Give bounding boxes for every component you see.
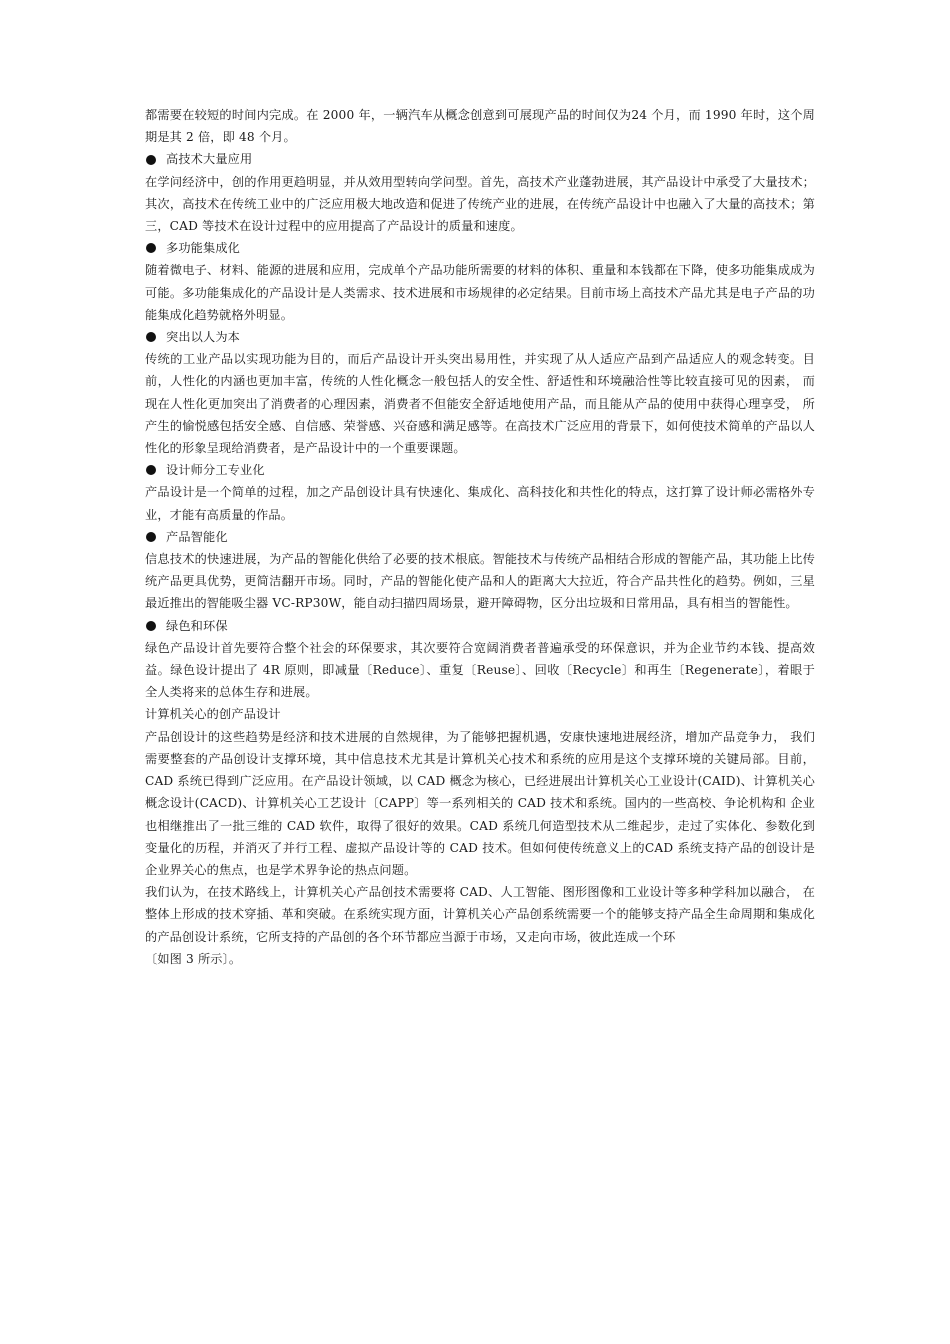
cad-paragraph-1: 产品创设计的这些趋势是经济和技术进展的自然规律，为了能够把握机遇，安康快速地进展经济，增加产品竞争力， 我们需要整套的产品创设计支撑环境，其中信息技术尤其是计算机关心技术和系统的应用是这个支撑环境的关键局部。目前，CAD 系统已得到广泛应用。在产品设计领域，以 CAD 概念为核心，已经进展出计算机关心工业设计(CAID)、计算机关心概念设计(CACD)、计算机关心工艺设计〔CAPP〕等一系列相关的 CAD 技术和系统。国内的一些高校、争论机构和 企业也相继推出了一批三维的 CAD 软件，取得了很好的效果。CAD 系统几何造型技术从二维起步，走过了实体化、参数化到变量化的历程，并消灭了并行工程、虚拟产品设计等的 CAD 技术。但如何使传统意义上的CAD 系统支持产品的创设计是企业界关心的焦点，也是学术界争论的热点问题。 <box>145 729 815 877</box>
green-paragraph: 绿色产品设计首先要符合整个社会的环保要求，其次要符合宽阔消费者普遍承受的环保意识，并为企业节约本钱、提高效益。绿色设计提出了 4R 原则，即减量〔Reduce〕、重复〔Reuse〕、回收〔Recycle〕和再生〔Regenerate〕，着眼于全人类将来的总体生存和进展。 <box>145 640 815 700</box>
smart-paragraph: 信息技术的快速进展，为产品的智能化供给了必要的技术根底。智能技术与传统产品相结合形成的智能产品，其功能上比传统产品更具优势，更简洁翻开市场。同时，产品的智能化使产品和人的距离大大拉近，符合产品共性化的趋势。例如，三星最近推出的智能吸尘器 VC-RP30W，能自动扫描四周场景，避开障碍物，区分出垃圾和日常用品，具有相当的智能性。 <box>145 552 815 611</box>
bullet-dot-icon <box>146 532 156 542</box>
designer-paragraph: 产品设计是一个简单的过程，加之产品创设计具有快速化、集成化、高科技化和共性化的特点，这打算了设计师必需格外专业，才能有高质量的作品。 <box>145 485 815 522</box>
bullet-hightech <box>145 148 815 170</box>
document-page <box>145 104 815 970</box>
bullet-heading: 突出以人为本 <box>166 330 241 345</box>
bullet-dot-icon <box>146 155 156 165</box>
bullet-multifunction <box>145 237 815 259</box>
bullet-dot-icon <box>146 332 156 342</box>
bullet-designer <box>145 459 815 481</box>
bullet-smart <box>145 526 815 548</box>
bullet-dot-icon <box>146 621 156 631</box>
bullet-human <box>145 326 815 348</box>
bullet-dot-icon <box>146 243 156 253</box>
bullet-green <box>145 615 815 637</box>
figure-reference: 〔如图 3 所示〕。 <box>145 951 242 966</box>
bullet-dot-icon <box>146 465 156 475</box>
hightech-paragraph: 在学问经济中，创的作用更趋明显，并从效用型转向学问型。首先，高技术产业蓬勃进展，其产品设计中承受了大量技术；其次，高技术在传统工业中的广泛应用极大地改造和促进了传统产业的进展，在传统产品设计中也融入了大量的高技术；第三，CAD 等技术在设计过程中的应用提高了产品设计的质量和速度。 <box>145 174 815 234</box>
section-title: 计算机关心的创产品设计 <box>145 707 281 722</box>
intro-paragraph: 都需要在较短的时间内完成。在 2000 年，一辆汽车从概念创意到可展现产品的时间仅为24 个月，而 1990 年时，这个周期是其 2 倍，即 48 个月。 <box>145 108 815 145</box>
bullet-heading: 产品智能化 <box>166 529 228 544</box>
bullet-heading: 设计师分工专业化 <box>166 463 265 478</box>
multifunction-paragraph: 随着微电子、材料、能源的进展和应用，完成单个产品功能所需要的材料的体积、重量和本钱都在下降，使多功能集成成为可能。多功能集成化的产品设计是人类需求、技术进展和市场规律的必定结果。目前市场上高技术产品尤其是电子产品的功能集成化趋势就格外明显。 <box>145 263 815 322</box>
bullet-heading: 多功能集成化 <box>166 241 241 256</box>
bullet-heading: 高技术大量应用 <box>166 152 253 167</box>
bullet-heading: 绿色和环保 <box>166 618 228 633</box>
human-paragraph: 传统的工业产品以实现功能为目的，而后产品设计开头突出易用性，并实现了从人适应产品到产品适应人的观念转变。目前，人性化的内涵也更加丰富，传统的人性化概念一般包括人的安全性、舒适性和环境融洽性等比较直接可见的因素， 而现在人性化更加突出了消费者的心理因素，消费者不但能安全舒适地使用产品，而且能从产品的使用中获得心理享受， 所产生的愉悦感包括安全感、自信感、荣誉感、兴奋感和满足感等。在高技术广泛应用的背景下，如何使技术简单的产品以人性化的形象呈现给消费者，是产品设计中的一个重要课题。 <box>145 352 815 456</box>
cad-paragraph-2: 我们认为，在技术路线上，计算机关心产品创技术需要将 CAD、人工智能、图形图像和工业设计等多种学科加以融合， 在整体上形成的技术穿插、革和突破。在系统实现方面，计算机关心产品创系统需要一个的能够支持产品全生命周期和集成化的产品创设计系统，它所支持的产品创的各个环节都应当源于市场，又走向市场，彼此连成一个环 <box>145 885 815 944</box>
